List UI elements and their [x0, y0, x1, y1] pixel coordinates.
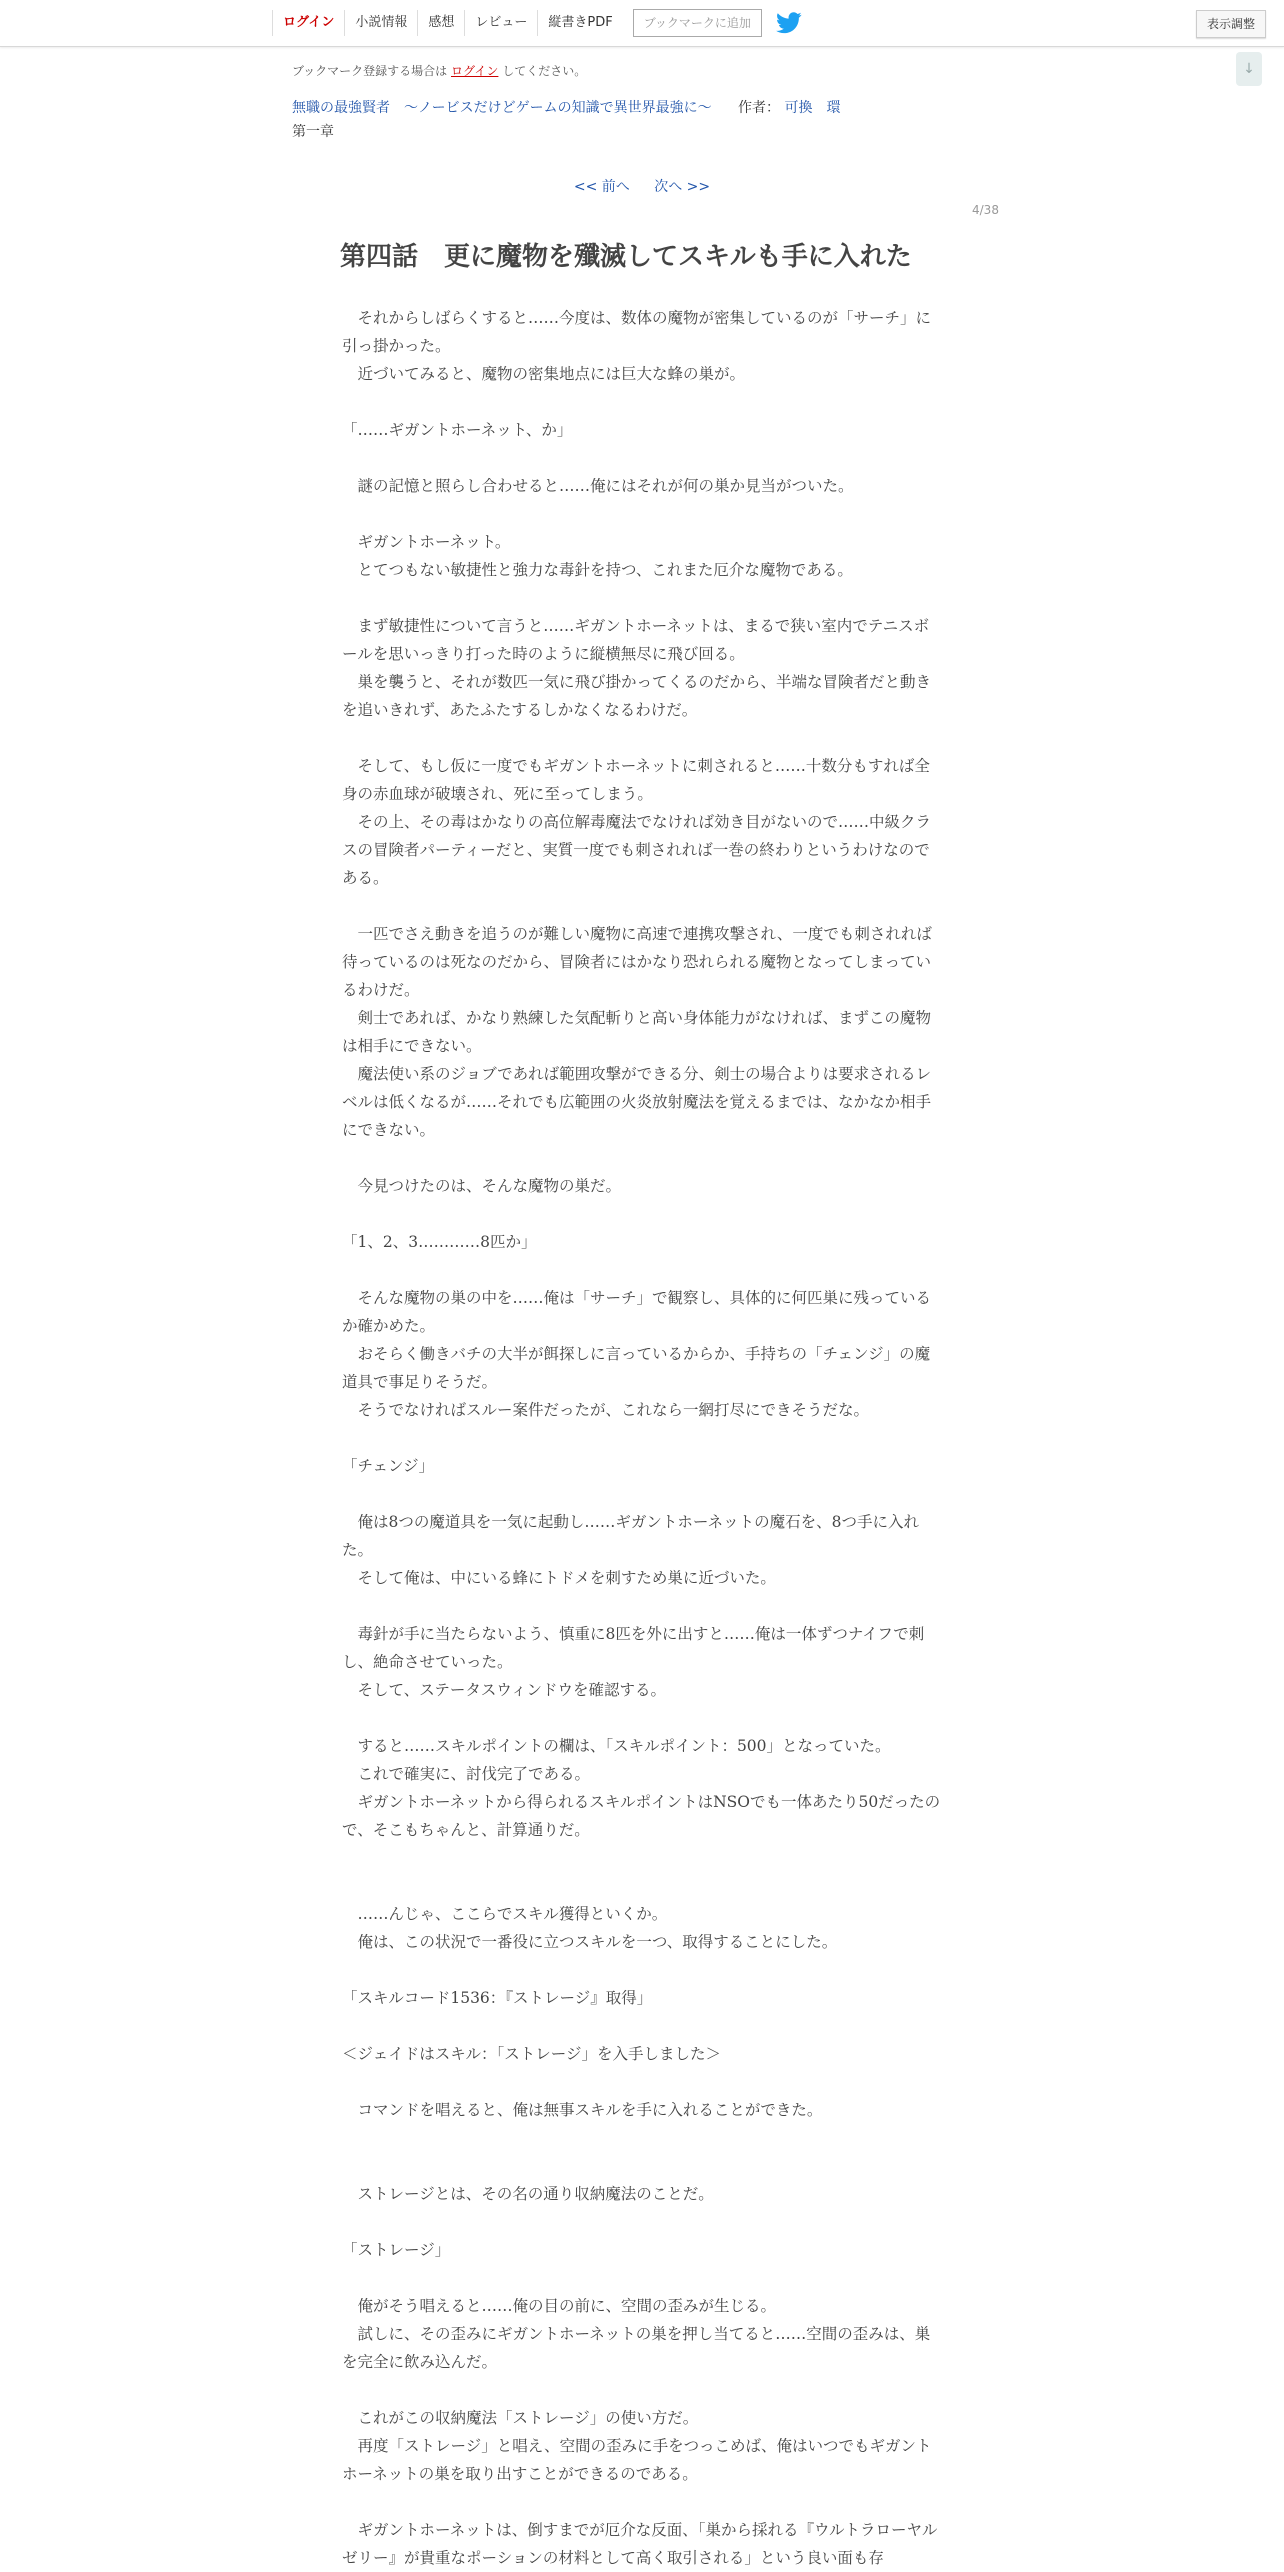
- impressions-link[interactable]: 感想: [417, 10, 464, 36]
- body-paragraph: [342, 388, 942, 416]
- body-paragraph: [342, 1256, 942, 1284]
- body-paragraph: コマンドを唱えると、俺は無事スキルを手に入れることができた。: [342, 2101, 823, 2119]
- body-paragraph: [342, 2376, 942, 2404]
- body-paragraph: [342, 444, 942, 472]
- vertical-pdf-link[interactable]: 縦書きPDF: [537, 10, 622, 36]
- body-paragraph: [342, 1956, 942, 1984]
- add-bookmark-button[interactable]: ブックマークに追加: [633, 9, 762, 37]
- body-paragraph: 巣を襲うと、それが数匹一気に飛び掛かってくるのだから、半端な冒険者だと動きを追いきれず、あたふたするしかなくなるわけだ。: [342, 673, 932, 719]
- body-paragraph: [342, 1844, 942, 1872]
- body-paragraph: [342, 500, 942, 528]
- novel-info-link[interactable]: 小説情報: [344, 10, 417, 36]
- body-paragraph: その上、その毒はかなりの高位解毒魔法でなければ効き目がないので……中級クラスの冒険者パーティーだと、実質一度でも刺されれば一巻の終わりというわけなのである。: [342, 813, 932, 887]
- body-paragraph: おそらく働きバチの大半が餌探しに言っているからか、手持ちの「チェンジ」の魔道具で事足りそうだ。: [342, 1345, 931, 1391]
- body-paragraph: そうでなければスルー案件だったが、これなら一網打尽にできそうだな。: [342, 1401, 870, 1419]
- body-paragraph: 再度「ストレージ」と唱え、空間の歪みに手をつっこめば、俺はいつでもギガントホーネットの巣を取り出すことができるのである。: [342, 2437, 932, 2483]
- body-paragraph: [342, 2152, 942, 2180]
- body-paragraph: [342, 1704, 942, 1732]
- body-paragraph: 俺は、この状況で一番役に立つスキルを一つ、取得することにした。: [342, 1933, 838, 1951]
- body-paragraph: 俺は8つの魔道具を一気に起動し……ギガントホーネットの魔石を、8つ手に入れた。: [342, 1513, 919, 1559]
- body-paragraph: [342, 2208, 942, 2236]
- body-paragraph: [342, 584, 942, 612]
- body-paragraph: 俺がそう唱えると……俺の目の前に、空間の歪みが生じる。: [342, 2297, 777, 2315]
- body-paragraph: ＜ジェイドはスキル：「ストレージ」を入手しました＞: [342, 2045, 721, 2063]
- body-paragraph: 近づいてみると、魔物の密集地点には巨大な蜂の巣が。: [342, 365, 746, 383]
- body-paragraph: 試しに、その歪みにギガントホーネットの巣を押し当てると……空間の歪みは、巣を完全に飲み込んだ。: [342, 2325, 931, 2371]
- author-label: 作者：: [738, 100, 781, 116]
- body-paragraph: まず敏捷性について言うと……ギガントホーネットは、まるで狭い室内でテニスボールを思いっきり打った時のように縦横無尽に飛び回る。: [342, 617, 930, 663]
- main-nav: [272, 0, 802, 46]
- body-paragraph: そんな魔物の巣の中を……俺は「サーチ」で観察し、具体的に何匹巣に残っているか確かめた。: [342, 1289, 932, 1335]
- body-paragraph: [342, 1200, 942, 1228]
- pager: [0, 176, 1284, 196]
- body-paragraph: ……んじゃ、ここらでスキル獲得といくか。: [342, 1905, 668, 1923]
- body-paragraph: 「……ギガントホーネット、か」: [342, 421, 573, 439]
- chapter-title: 第一章: [292, 124, 334, 140]
- body-paragraph: 剣士であれば、かなり熟練した気配斬りと高い身体能力がなければ、まずこの魔物は相手にできない。: [342, 1009, 932, 1055]
- body-paragraph: [342, 2264, 942, 2292]
- next-page-link[interactable]: 次へ >>: [654, 179, 711, 195]
- body-paragraph: [342, 1480, 942, 1508]
- body-paragraph: ギガントホーネットから得られるスキルポイントはNSOでも一体あたり50だったので、そこもちゃんと、計算通りだ。: [342, 1793, 941, 1839]
- body-paragraph: とてつもない敏捷性と強力な毒針を持つ、これまた厄介な魔物である。: [342, 561, 853, 579]
- body-paragraph: ストレージとは、その名の通り収納魔法のことだ。: [342, 2185, 714, 2203]
- body-paragraph: ギガントホーネットは、倒すまでが厄介な反面、「巣から採れる『ウルトラローヤルゼリー』が貴重なポーションの材料として高く取引される」という良い面も存: [342, 2521, 938, 2567]
- page-count: 4/38: [972, 203, 999, 217]
- top-navigation-bar: [0, 0, 1284, 47]
- body-paragraph: 「ストレージ」: [342, 2241, 451, 2259]
- body-paragraph: 魔法使い系のジョブであれば範囲攻撃ができる分、剣士の場合よりは要求されるレベルは低くなるが……それでも広範囲の火炎放射魔法を覚えるまでは、なかなか相手にできない。: [342, 1065, 932, 1139]
- notice-login-link[interactable]: ログイン: [451, 64, 499, 78]
- notice-prefix: ブックマーク登録する場合は: [292, 64, 448, 78]
- body-paragraph: 今見つけたのは、そんな魔物の巣だ。: [342, 1177, 622, 1195]
- scroll-down-button[interactable]: ↓: [1236, 52, 1262, 86]
- body-paragraph: 毒針が手に当たらないよう、慎重に8匹を外に出すと……俺は一体ずつナイフで刺し、絶命させていった。: [342, 1625, 925, 1671]
- body-paragraph: そして、ステータスウィンドウを確認する。: [342, 1681, 666, 1699]
- body-paragraph: [342, 892, 942, 920]
- body-paragraph: それからしばらくすると……今度は、数体の魔物が密集しているのが「サーチ」に引っ掛かった。: [342, 309, 932, 355]
- body-paragraph: [342, 2012, 942, 2040]
- body-paragraph: [342, 1592, 942, 1620]
- login-link[interactable]: ログイン: [272, 10, 344, 36]
- body-paragraph: 「スキルコード1536：『ストレージ』取得」: [342, 1989, 653, 2007]
- body-paragraph: [342, 724, 942, 752]
- body-paragraph: 謎の記憶と照らし合わせると……俺にはそれが何の巣か見当がついた。: [342, 477, 854, 495]
- body-paragraph: ギガントホーネット。: [342, 533, 511, 551]
- body-paragraph: そして、もし仮に一度でもギガントホーネットに刺されると……十数分もすれば全身の赤血球が破壊され、死に至ってしまう。: [342, 757, 930, 803]
- body-paragraph: [342, 2068, 942, 2096]
- body-paragraph: 「1、2、3…………8匹か」: [342, 1233, 537, 1251]
- notice-suffix: してください。: [502, 64, 587, 78]
- body-paragraph: [342, 2124, 942, 2152]
- twitter-icon[interactable]: [776, 12, 802, 34]
- bookmark-notice: [292, 62, 586, 79]
- body-paragraph: [342, 1424, 942, 1452]
- prev-page-link[interactable]: << 前へ: [573, 179, 630, 195]
- body-paragraph: 「チェンジ」: [342, 1457, 435, 1475]
- author-link[interactable]: 可換 環: [784, 100, 841, 116]
- body-paragraph: すると……スキルポイントの欄は、「スキルポイント：500」となっていた。: [342, 1737, 891, 1755]
- body-paragraph: これがこの収納魔法「ストレージ」の使い方だ。: [342, 2409, 699, 2427]
- body-paragraph: これで確実に、討伐完了である。: [342, 1765, 591, 1783]
- episode-title: 第四話 更に魔物を殲滅してスキルも手に入れた: [340, 242, 912, 272]
- body-paragraph: 一匹でさえ動きを追うのが難しい魔物に高速で連携攻撃され、一度でも刺されれば待っているのは死なのだから、冒険者にはかなり恐れられる魔物となってしまっているわけだ。: [342, 925, 932, 999]
- review-link[interactable]: レビュー: [464, 10, 537, 36]
- body-paragraph: [342, 1144, 942, 1172]
- body-paragraph: そして俺は、中にいる蜂にトドメを刺すため巣に近づいた。: [342, 1569, 776, 1587]
- series-title-link[interactable]: 無職の最強賢者 〜ノービスだけどゲームの知識で異世界最強に〜: [292, 100, 712, 116]
- body-paragraph: [342, 2488, 942, 2516]
- novel-body: [342, 304, 942, 2572]
- body-paragraph: [342, 1872, 942, 1900]
- series-info: [292, 97, 841, 117]
- display-settings-button[interactable]: 表示調整: [1196, 10, 1266, 38]
